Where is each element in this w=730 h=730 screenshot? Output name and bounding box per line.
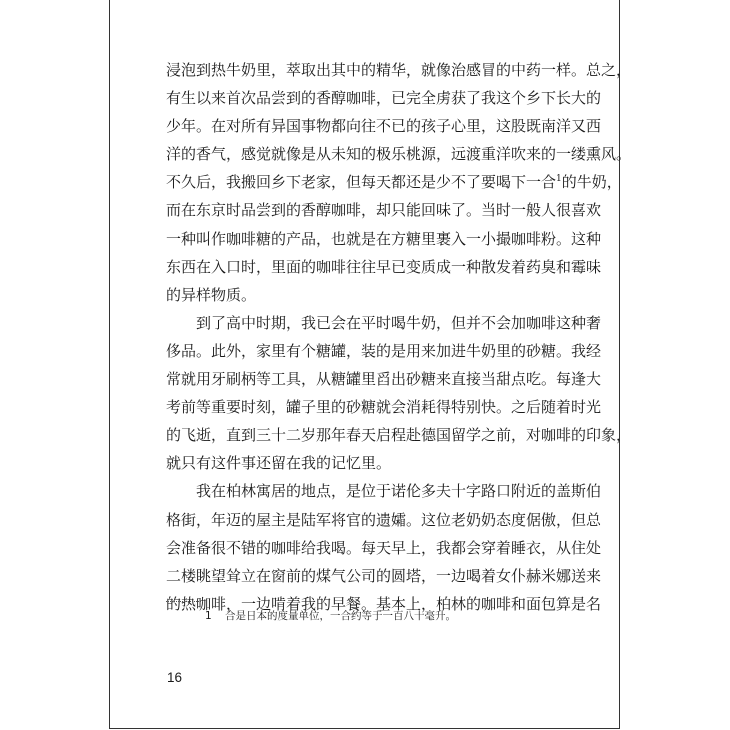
- text-line: 会准备很不错的咖啡给我喝。每天早上，我都会穿着睡衣，从住处: [166, 538, 602, 557]
- footnote-ref: 1: [556, 174, 562, 185]
- text-line: 而在东京时品尝到的香醇咖啡，却只能回味了。当时一般人很喜欢: [166, 201, 602, 220]
- footnote-number: 1: [205, 610, 212, 622]
- text-line: 一种叫作咖啡糖的产品，也就是在方糖里裹入一小撮咖啡粉。这种: [166, 229, 602, 248]
- text-line: 常就用牙刷柄等工具，从糖罐里舀出砂糖来直接当甜点吃。每逢大: [166, 370, 602, 389]
- text-line: 少年。在对所有异国事物都向往不已的孩子心里，这股既南洋又西: [166, 117, 602, 136]
- text-line: 到了高中时期，我已会在平时喝牛奶，但并不会加咖啡这种奢: [196, 313, 602, 332]
- text-line: 有生以来首次品尝到的香醇咖啡，已完全虏获了我这个乡下长大的: [166, 89, 602, 108]
- text-line-with-footnote: [166, 168, 622, 196]
- text-fragment: 的牛奶，: [561, 173, 622, 192]
- footnote-separator: [166, 601, 203, 602]
- text-line: 格街，年迈的屋主是陆军将官的遗孀。这位老奶奶态度倨傲，但总: [166, 510, 602, 529]
- page-number: 16: [167, 670, 183, 685]
- text-line: 东西在入口时，里面的咖啡往往早已变质成一种散发着药臭和霉味: [166, 257, 602, 276]
- text-fragment: 不久后，我搬回乡下老家，但每天都还是少不了要喝下一合: [166, 173, 557, 192]
- text-line: 我在柏林寓居的地点，是位于诺伦多夫十字路口附近的盖斯伯: [196, 482, 602, 501]
- text-line: 的热咖啡，一边啃着我的早餐。基本上，柏林的咖啡和面包算是名: [166, 594, 602, 613]
- text-line: 考前等重要时刻，罐子里的砂糖就会消耗得特别快。之后随着时光: [166, 398, 602, 417]
- text-line: 二楼眺望耸立在窗前的煤气公司的圆塔，一边喝着女仆赫米娜送来: [166, 566, 602, 585]
- text-line: 侈品。此外，家里有个糖罐，装的是用来加进牛奶里的砂糖。我经: [166, 341, 602, 360]
- footnote-text: 合是日本的度量单位，一合约等于一百八十毫升。: [225, 610, 456, 622]
- body-text: [166, 56, 632, 618]
- text-line: 浸泡到热牛奶里，萃取出其中的精华，就像治感冒的中药一样。总之，: [166, 61, 632, 79]
- text-line: 的异样物质。: [166, 285, 257, 304]
- footnote: [205, 608, 456, 623]
- text-line: 就只有这件事还留在我的记忆里。: [166, 454, 392, 473]
- text-line: 的飞逝，直到三十二岁那年春天启程赴德国留学之前，对咖啡的印象，: [166, 426, 632, 445]
- text-line: 洋的香气，感觉就像是从未知的极乐桃源，远渡重洋吹来的一缕熏风。: [166, 145, 632, 164]
